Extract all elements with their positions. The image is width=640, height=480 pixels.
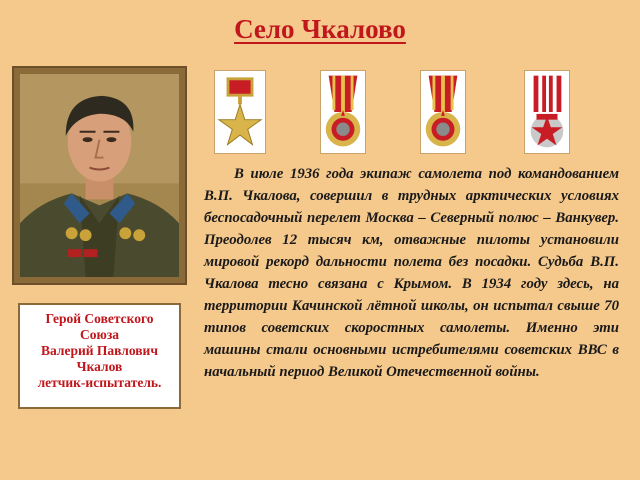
caption-line: Союза	[80, 327, 119, 342]
order-of-lenin-icon	[420, 70, 466, 154]
body-paragraph: В июле 1936 года экипаж самолета под командованием В.П. Чкалова, совершил в трудных арктических условиях беспосадочный перелет Москва – Северный полюс – Ванкувер. Преодолев 12 тысяч км, отважные пилоты установили мировой рекорд дальности полета без посадки. Судьба В.П. Чкалова тесно связана с Крымом. В 1934 году здесь, на территории Качинской лётной школы, он испытал свыше 70 типов советских скоростных самолеты. Именно эти машины стали основными истребителями советских ВВС в начальный период Великой Отечественной войны.	[204, 166, 619, 380]
portrait-frame	[12, 66, 187, 285]
portrait-caption	[18, 303, 181, 409]
slide-title: Село Чкалово	[234, 14, 406, 44]
order-of-lenin-icon	[320, 70, 366, 154]
portrait-image	[20, 74, 179, 277]
caption-line: Герой Советского	[45, 311, 154, 326]
gold-star-medal-icon	[214, 70, 266, 154]
order-of-red-banner-icon	[524, 70, 570, 154]
caption-line: Чкалов	[76, 359, 123, 374]
caption-line: Валерий Павлович	[41, 343, 158, 358]
caption-line: летчик-испытатель.	[37, 375, 162, 390]
